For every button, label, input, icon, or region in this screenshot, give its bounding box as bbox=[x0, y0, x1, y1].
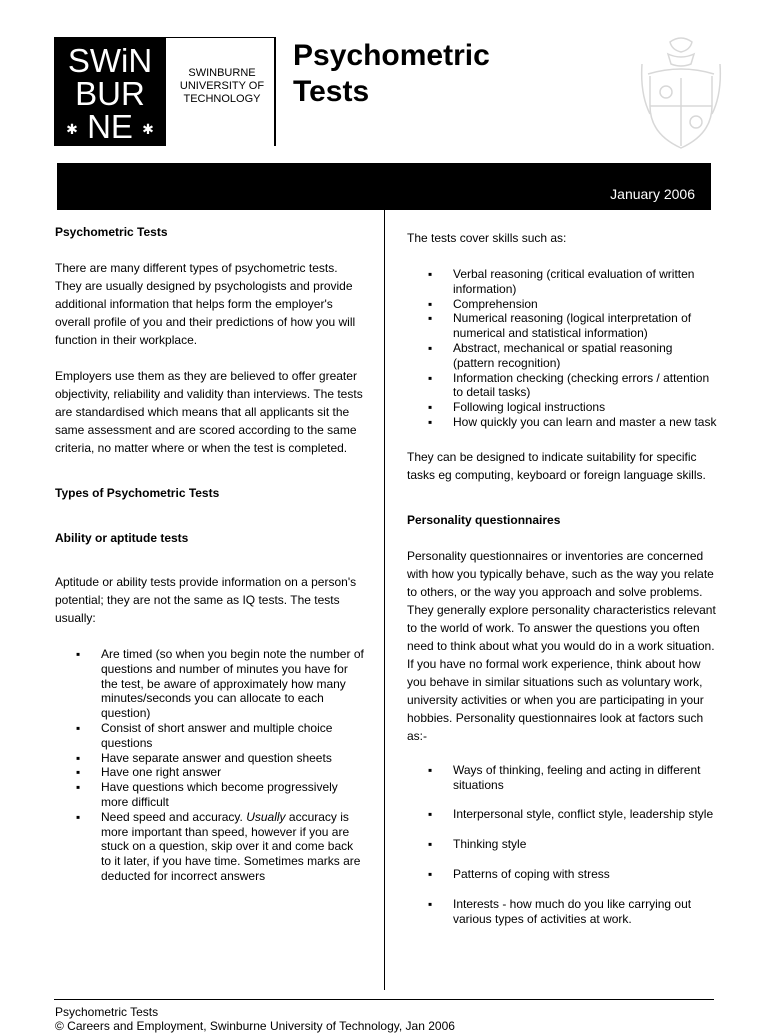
paragraph: The tests cover skills such as: bbox=[407, 231, 567, 245]
list-item: ▪ Are timed (so when you begin note the number of questions and number of minutes you have for the test, be aware of approximately how many minutes/seconds you can allocate to each question) bbox=[55, 647, 365, 721]
list-item: ▪ Abstract, mechanical or spatial reasoning (pattern recognition) bbox=[407, 341, 717, 371]
list-item: ▪ Ways of thinking, feeling and acting in different situations bbox=[407, 763, 717, 793]
list-item: ▪ Information checking (checking errors / attention to detail tasks) bbox=[407, 371, 717, 401]
logo-univ-line: UNIVERSITY OF bbox=[179, 80, 265, 92]
list-item: ▪ Patterns of coping with stress bbox=[407, 867, 717, 882]
right-column bbox=[407, 229, 717, 941]
list-item: ▪ Interpersonal style, conflict style, leadership style bbox=[407, 807, 717, 822]
list-item: ▪ Have separate answer and question sheets bbox=[55, 751, 365, 766]
section-heading: Psychometric Tests bbox=[55, 225, 168, 239]
university-logo bbox=[54, 37, 278, 146]
list-item: ▪ Numerical reasoning (logical interpretation of numerical and statistical information) bbox=[407, 311, 717, 341]
bullet-emphasis: Usually bbox=[246, 809, 286, 824]
logo-university-name bbox=[172, 67, 272, 106]
list-item bbox=[55, 810, 365, 884]
star-icon: ✱ bbox=[142, 120, 154, 137]
title-line-2: Tests bbox=[293, 75, 370, 108]
section-heading: Types of Psychometric Tests bbox=[55, 486, 220, 500]
subsection-heading: Ability or aptitude tests bbox=[55, 531, 189, 545]
list-item: ▪ How quickly you can learn and master a new task bbox=[407, 415, 717, 430]
list-item: ▪ Verbal reasoning (critical evaluation of written information) bbox=[407, 267, 717, 297]
bullet-text: accuracy is more important than speed, however if you are stuck on a question, skip over it and come back to it later, if you have time. Sometimes marks are deducted for incorrect answers bbox=[101, 809, 361, 883]
logo-line-3 bbox=[54, 110, 166, 146]
logo-line-2: BUR bbox=[75, 75, 145, 112]
footer-copyright: © Careers and Employment, Swinburne University of Technology, Jan 2006 bbox=[55, 1019, 455, 1033]
list-item: ▪ Comprehension bbox=[407, 297, 717, 312]
footer-rule bbox=[54, 999, 714, 1000]
factors-list bbox=[407, 763, 717, 927]
paragraph: Aptitude or ability tests provide information on a person's potential; they are not the same as IQ tests. The tests usually: bbox=[55, 575, 357, 625]
bullet-text: Need speed and accuracy. bbox=[101, 809, 247, 824]
logo-wordmark bbox=[54, 37, 166, 146]
list-item: ▪ Thinking style bbox=[407, 837, 717, 852]
list-item: ▪ Consist of short answer and multiple choice questions bbox=[55, 721, 365, 751]
column-divider bbox=[384, 210, 385, 990]
section-heading: Personality questionnaires bbox=[407, 512, 561, 527]
logo-univ-line: TECHNOLOGY bbox=[183, 93, 261, 105]
logo-line-1: SWiN bbox=[67, 42, 153, 79]
list-item: ▪ Following logical instructions bbox=[407, 400, 717, 415]
page-title bbox=[293, 38, 490, 110]
title-line-1: Psychometric bbox=[293, 39, 490, 72]
list-item: ▪ Have questions which become progressively more difficult bbox=[55, 780, 365, 810]
logo-ne: NE bbox=[87, 108, 133, 145]
paragraph: They can be designed to indicate suitability for specific tasks eg computing, keyboard or foreign language skills. bbox=[407, 449, 706, 482]
bullet-list bbox=[55, 647, 365, 884]
list-item: ▪ Have one right answer bbox=[55, 765, 365, 780]
header-banner bbox=[57, 163, 711, 210]
left-column bbox=[55, 223, 365, 884]
paragraph: There are many different types of psychometric tests. They are usually designed by psychologists and provide additional information that helps form the employer's overall profile of you and their predictions of how you will function in their workplace. bbox=[55, 261, 356, 347]
logo-univ-line: SWINBURNE bbox=[188, 67, 256, 79]
skills-list bbox=[407, 267, 717, 430]
star-icon: ✱ bbox=[66, 120, 78, 137]
footer-title: Psychometric Tests bbox=[55, 1005, 159, 1019]
university-crest-icon bbox=[640, 34, 722, 152]
list-item: ▪ Interests - how much do you like carrying out various types of activities at work. bbox=[407, 897, 717, 927]
paragraph: Personality questionnaires or inventories are concerned with how you typically behave, such as the way you relate to others, or the way you approach and solve problems. They generally explore personality characteristics relevant to the world of work. To answer the questions you often need to think about what you would do in a work situation. If you have no formal work experience, think about how you behave in similar situations such as voluntary work, university activities or when you are participating in your hobbies. Personality questionnaires look at factors such as:- bbox=[407, 548, 716, 743]
date-label: January 2006 bbox=[610, 186, 695, 202]
paragraph: Employers use them as they are believed to offer greater objectivity, reliability and validity than interviews. The tests are standardised which means that all applicants sit the same assessment and are scored according to the same criteria, no matter where or when the test is completed. bbox=[55, 369, 363, 455]
